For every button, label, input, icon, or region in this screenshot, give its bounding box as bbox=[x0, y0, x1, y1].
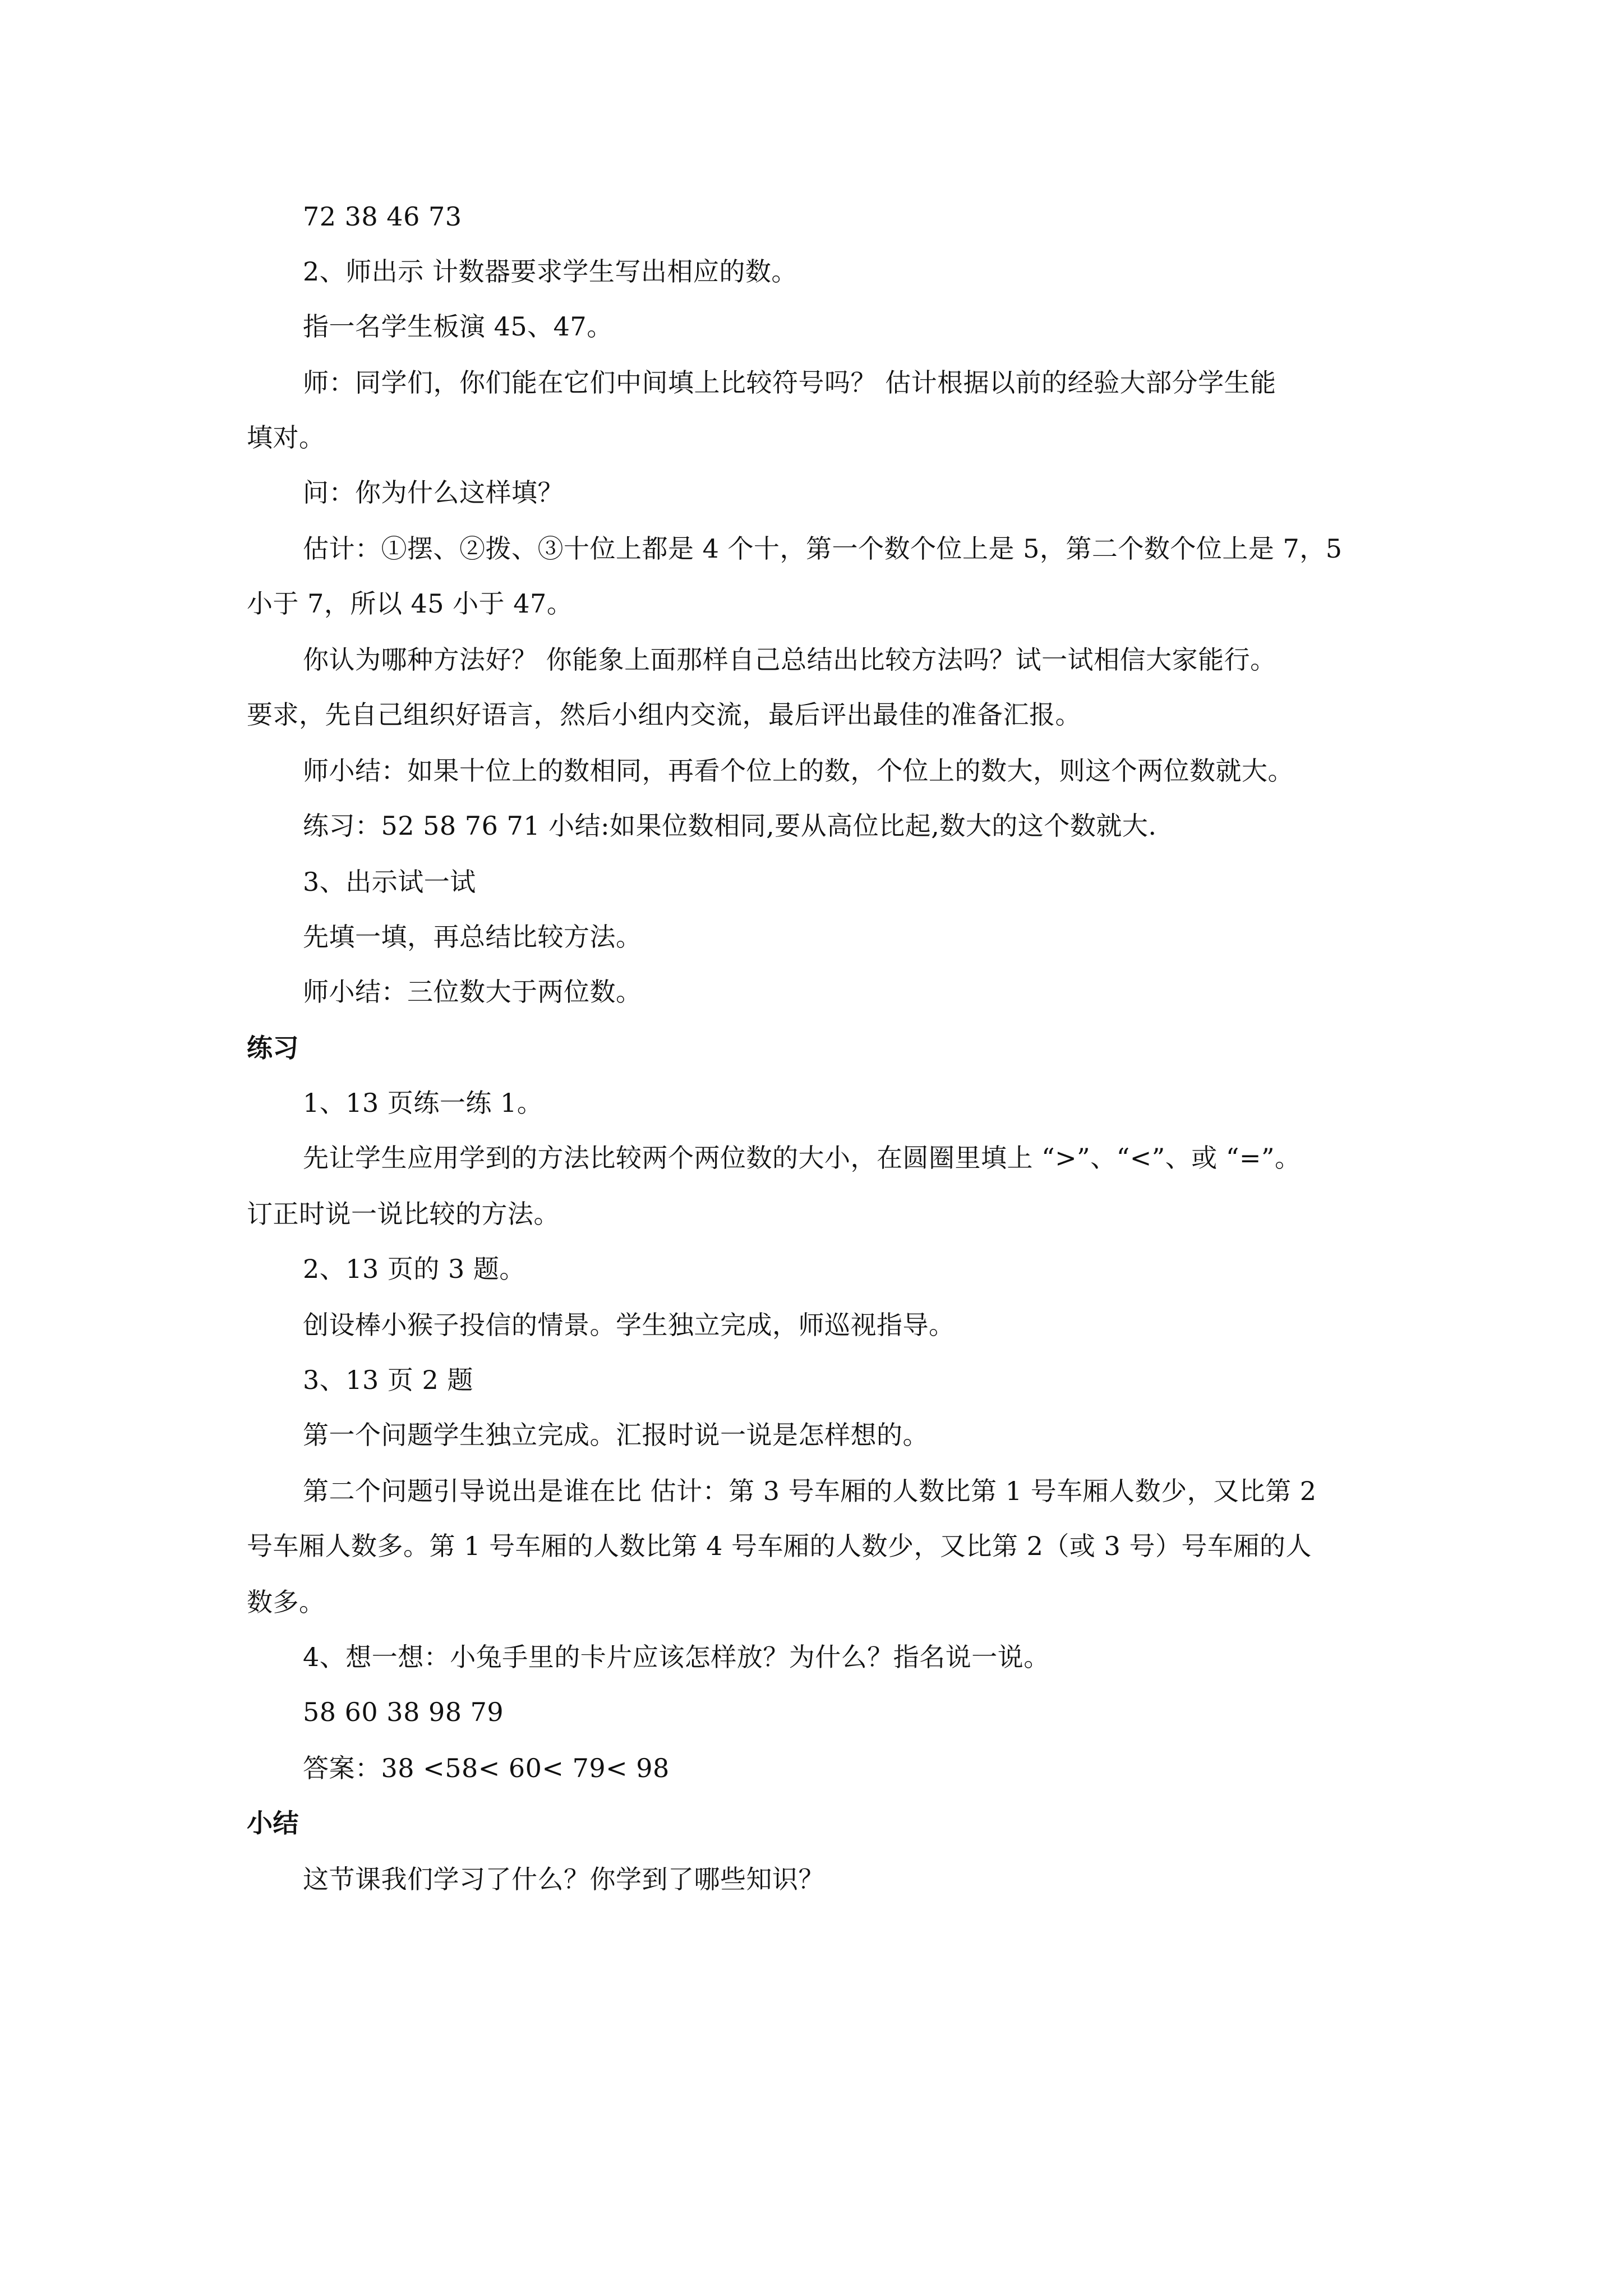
closing-question: 这节课我们学习了什么？你学到了哪些知识？ bbox=[303, 1864, 824, 1894]
step-2-counter: 2、师出示 计数器要求学生写出相应的数。 bbox=[303, 256, 797, 287]
answer-line: 答案：38 <58< 60< 79< 98 bbox=[303, 1753, 670, 1783]
requirement: 要求，先自己组织好语言，然后小组内交流，最后评出最佳的准备汇报。 bbox=[247, 700, 1081, 730]
teacher-summary-1: 师小结：如果十位上的数相同，再看个位上的数，个位上的数大，则这个两位数就大。 bbox=[303, 756, 1294, 786]
practice-summary: 练习：52 58 76 71 小结:如果位数相同,要从高位比起,数大的这个数就大. bbox=[303, 811, 1157, 841]
practice-item-3-q2-end: 数多。 bbox=[247, 1587, 325, 1617]
section-heading-summary: 小结 bbox=[247, 1808, 299, 1838]
practice-item-4: 4、想一想：小兔手里的卡片应该怎样放？为什么？指名说一说。 bbox=[303, 1642, 1050, 1672]
why-question: 问：你为什么这样填？ bbox=[303, 477, 564, 508]
practice-item-2-detail: 创设棒小猴子投信的情景。学生独立完成，师巡视指导。 bbox=[303, 1310, 955, 1340]
practice-item-1-detail: 先让学生应用学到的方法比较两个两位数的大小，在圆圈里填上 “>”、“<”、或 “=”。 bbox=[303, 1143, 1301, 1173]
board-demo: 指一名学生板演 45、47。 bbox=[303, 311, 613, 342]
number-list-2: 58 60 38 98 79 bbox=[303, 1697, 504, 1727]
estimate-answer-cont: 小于 7，所以 45 小于 47。 bbox=[247, 588, 573, 619]
practice-item-3-q1: 第一个问题学生独立完成。汇报时说一说是怎样想的。 bbox=[303, 1420, 929, 1450]
teacher-question: 师：同学们，你们能在它们中间填上比较符号吗？ 估计根据以前的经验大部分学生能 bbox=[303, 367, 1276, 398]
number-list-1: 72 38 46 73 bbox=[303, 201, 462, 232]
step-3-try: 3、出示试一试 bbox=[303, 867, 476, 897]
practice-item-1: 1、13 页练一练 1。 bbox=[303, 1088, 543, 1118]
estimate-answer: 估计：①摆、②拨、③十位上都是 4 个十，第一个数个位上是 5，第二个数个位上是 7，5 bbox=[303, 533, 1343, 564]
practice-item-1-detail-cont: 订正时说一说比较的方法。 bbox=[247, 1199, 560, 1229]
practice-item-2: 2、13 页的 3 题。 bbox=[303, 1254, 525, 1284]
practice-item-3-q2: 第二个问题引导说出是谁在比 估计：第 3 号车厢的人数比第 1 号车厢人数少，又比第 2 bbox=[303, 1476, 1317, 1506]
teacher-question-cont: 填对。 bbox=[247, 422, 325, 453]
section-heading-practice: 练习 bbox=[247, 1033, 299, 1063]
which-method: 你认为哪种方法好？ 你能象上面那样自己总结出比较方法吗？试一试相信大家能行。 bbox=[303, 645, 1276, 675]
teacher-summary-2: 师小结：三位数大于两位数。 bbox=[303, 977, 642, 1007]
practice-item-3-q2-cont: 号车厢人数多。第 1 号车厢的人数比第 4 号车厢的人数少，又比第 2（或 3 号）号车厢的人 bbox=[247, 1531, 1312, 1561]
practice-item-3: 3、13 页 2 题 bbox=[303, 1365, 473, 1395]
fill-then-summarize: 先填一填，再总结比较方法。 bbox=[303, 922, 642, 952]
